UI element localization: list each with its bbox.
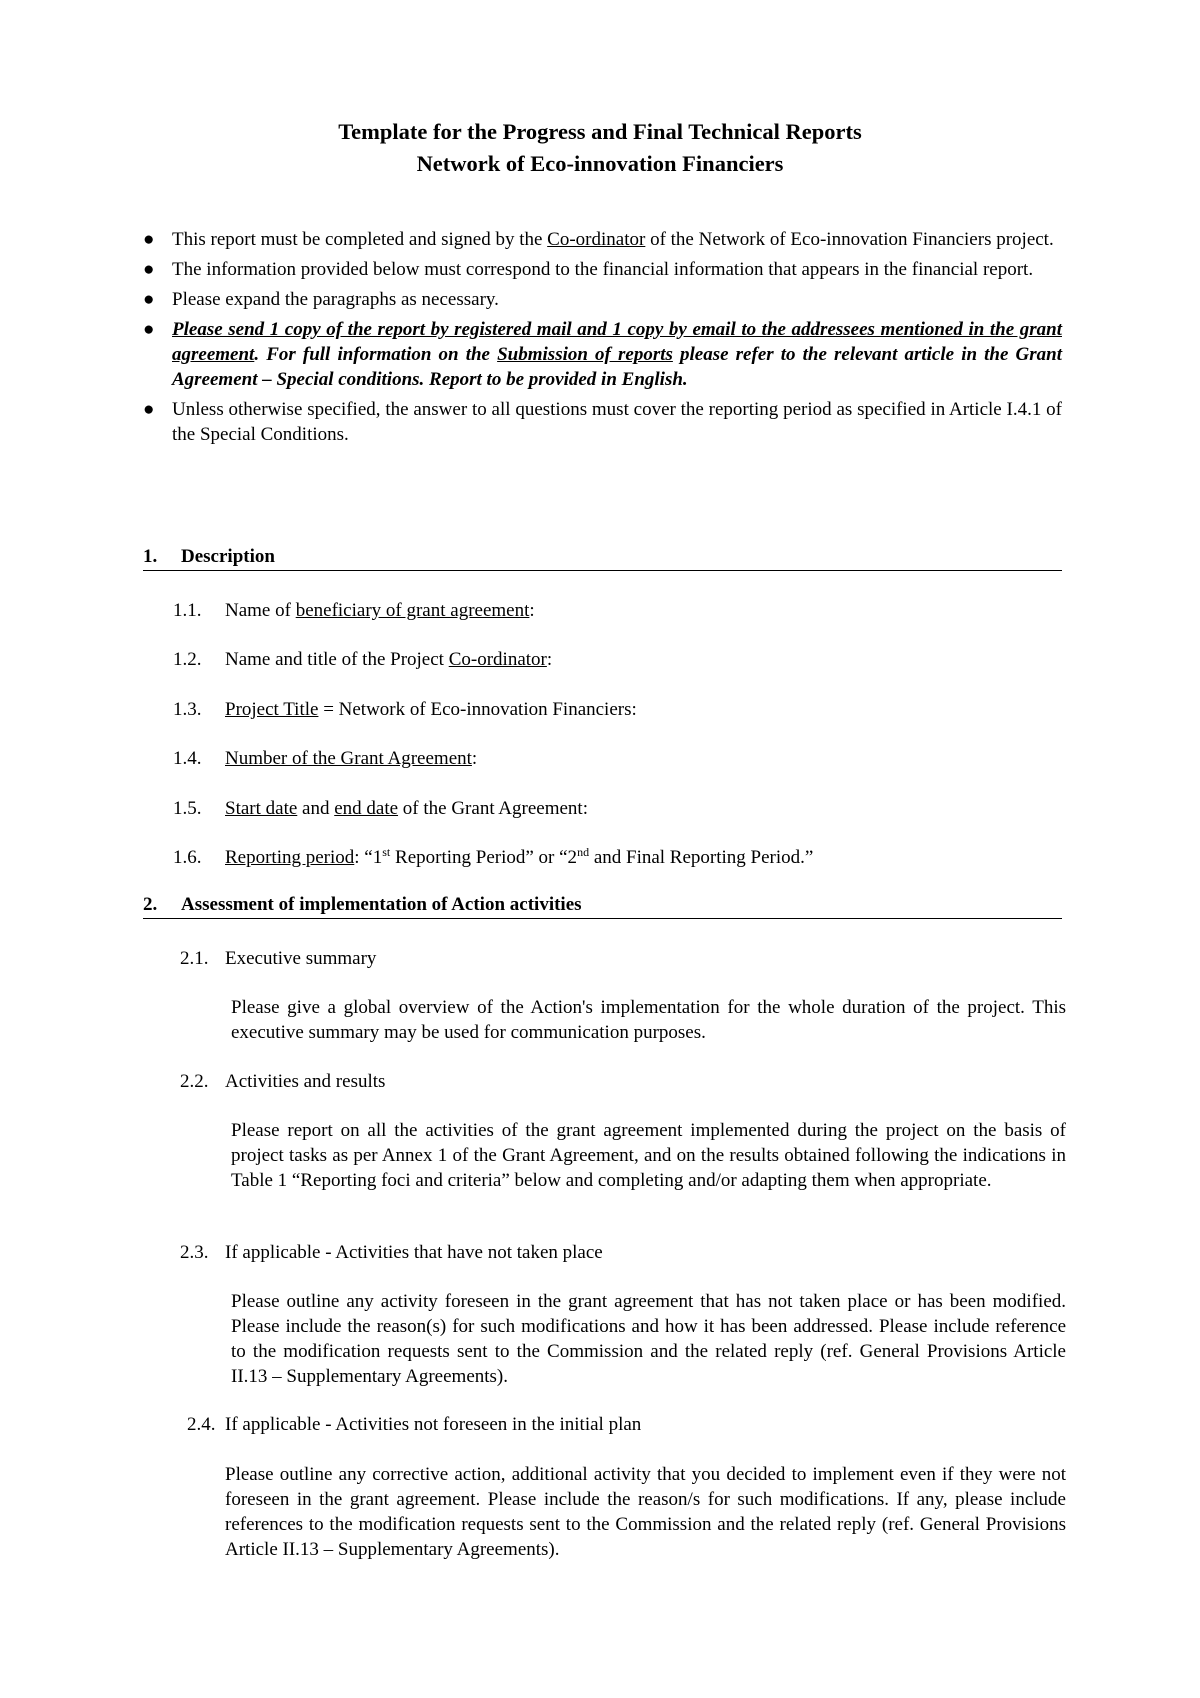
subsection-2-4-heading: 2.4. If applicable - Activities not foreseen in the initial plan [187, 1414, 642, 1435]
bullet-icon: ● [143, 399, 155, 420]
bullet-icon: ● [143, 259, 155, 280]
section-1-heading: 1. Description [143, 545, 1062, 571]
item-1-2: 1.2. Name and title of the Project Co-ordinator: [173, 649, 553, 670]
item-1-3: 1.3. Project Title = Network of Eco-innovation Financiers: [173, 699, 637, 720]
bullet-icon: ● [143, 229, 155, 250]
subsection-2-3-text: Please outline any activity foreseen in the grant agreement that has not taken place or has been modified. Please include the reason(s) for such modifications and how it has been addressed. Please include reference to the modification requests sent to the Commission and the related reply (ref. General Provisions Article II.13 – Supplementary Agreements). [231, 1291, 1066, 1387]
subsection-2-2-heading: 2.2. Activities and results [180, 1071, 386, 1092]
bullet-icon: ● [143, 319, 155, 340]
subsection-2-1-text: Please give a global overview of the Action's implementation for the whole duration of the project. This executive summary may be used for communication purposes. [231, 997, 1066, 1043]
list-item: ● The information provided below must correspond to the financial information that appears in the financial report. [143, 259, 1034, 280]
section-2-heading: 2. Assessment of implementation of Action activities [143, 893, 1062, 919]
item-1-5: 1.5. Start date and end date of the Grant Agreement: [173, 798, 588, 819]
item-1-6: 1.6. Reporting period: “1st Reporting Period” or “2nd and Final Reporting Period.” [173, 845, 814, 868]
list-item: ● This report must be completed and signed by the Co-ordinator of the Network of Eco-innovation Financiers project. [143, 229, 1054, 250]
item-1-4: 1.4. Number of the Grant Agreement: [173, 748, 478, 769]
list-item: ● Unless otherwise specified, the answer to all questions must cover the reporting period as specified in Article I.4.1 of the Special Conditions. [143, 399, 1062, 445]
subsection-2-4-text: Please outline any corrective action, additional activity that you decided to implement even if they were not foreseen in the grant agreement. Please include the reason/s for such modifications. If any, please include references to the modification requests sent to the Commission and the related reply (ref. General Provisions Article II.13 – Supplementary Agreements). [225, 1464, 1066, 1560]
list-item: ● Please send 1 copy of the report by registered mail and 1 copy by email to the addressees mentioned in the grant agreement. For full information on the Submission of reports please refer to the relevant article in the Grant Agreement – Special conditions. Report to be provided in English. [143, 319, 1063, 390]
subsection-2-1-heading: 2.1. Executive summary [180, 948, 377, 969]
bullet-icon: ● [143, 289, 155, 310]
document-title [0, 116, 1200, 180]
title-line-1: Template for the Progress and Final Technical Reports [338, 119, 862, 144]
subsection-2-3-heading: 2.3. If applicable - Activities that have not taken place [180, 1242, 603, 1263]
coordinator-term: Co-ordinator [547, 229, 646, 250]
subsection-2-2-text: Please report on all the activities of the grant agreement implemented during the project on the basis of project tasks as per Annex 1 of the Grant Agreement, and on the results obtained following the indications in Table 1 “Reporting foci and criteria” below and completing and/or adapting them when appropriate. [231, 1120, 1066, 1191]
instructions-list [143, 227, 1063, 452]
item-1-1: 1.1. Name of beneficiary of grant agreement: [173, 600, 535, 621]
title-line-2: Network of Eco-innovation Financiers [416, 151, 784, 176]
list-item: ● Please expand the paragraphs as necessary. [143, 289, 499, 310]
